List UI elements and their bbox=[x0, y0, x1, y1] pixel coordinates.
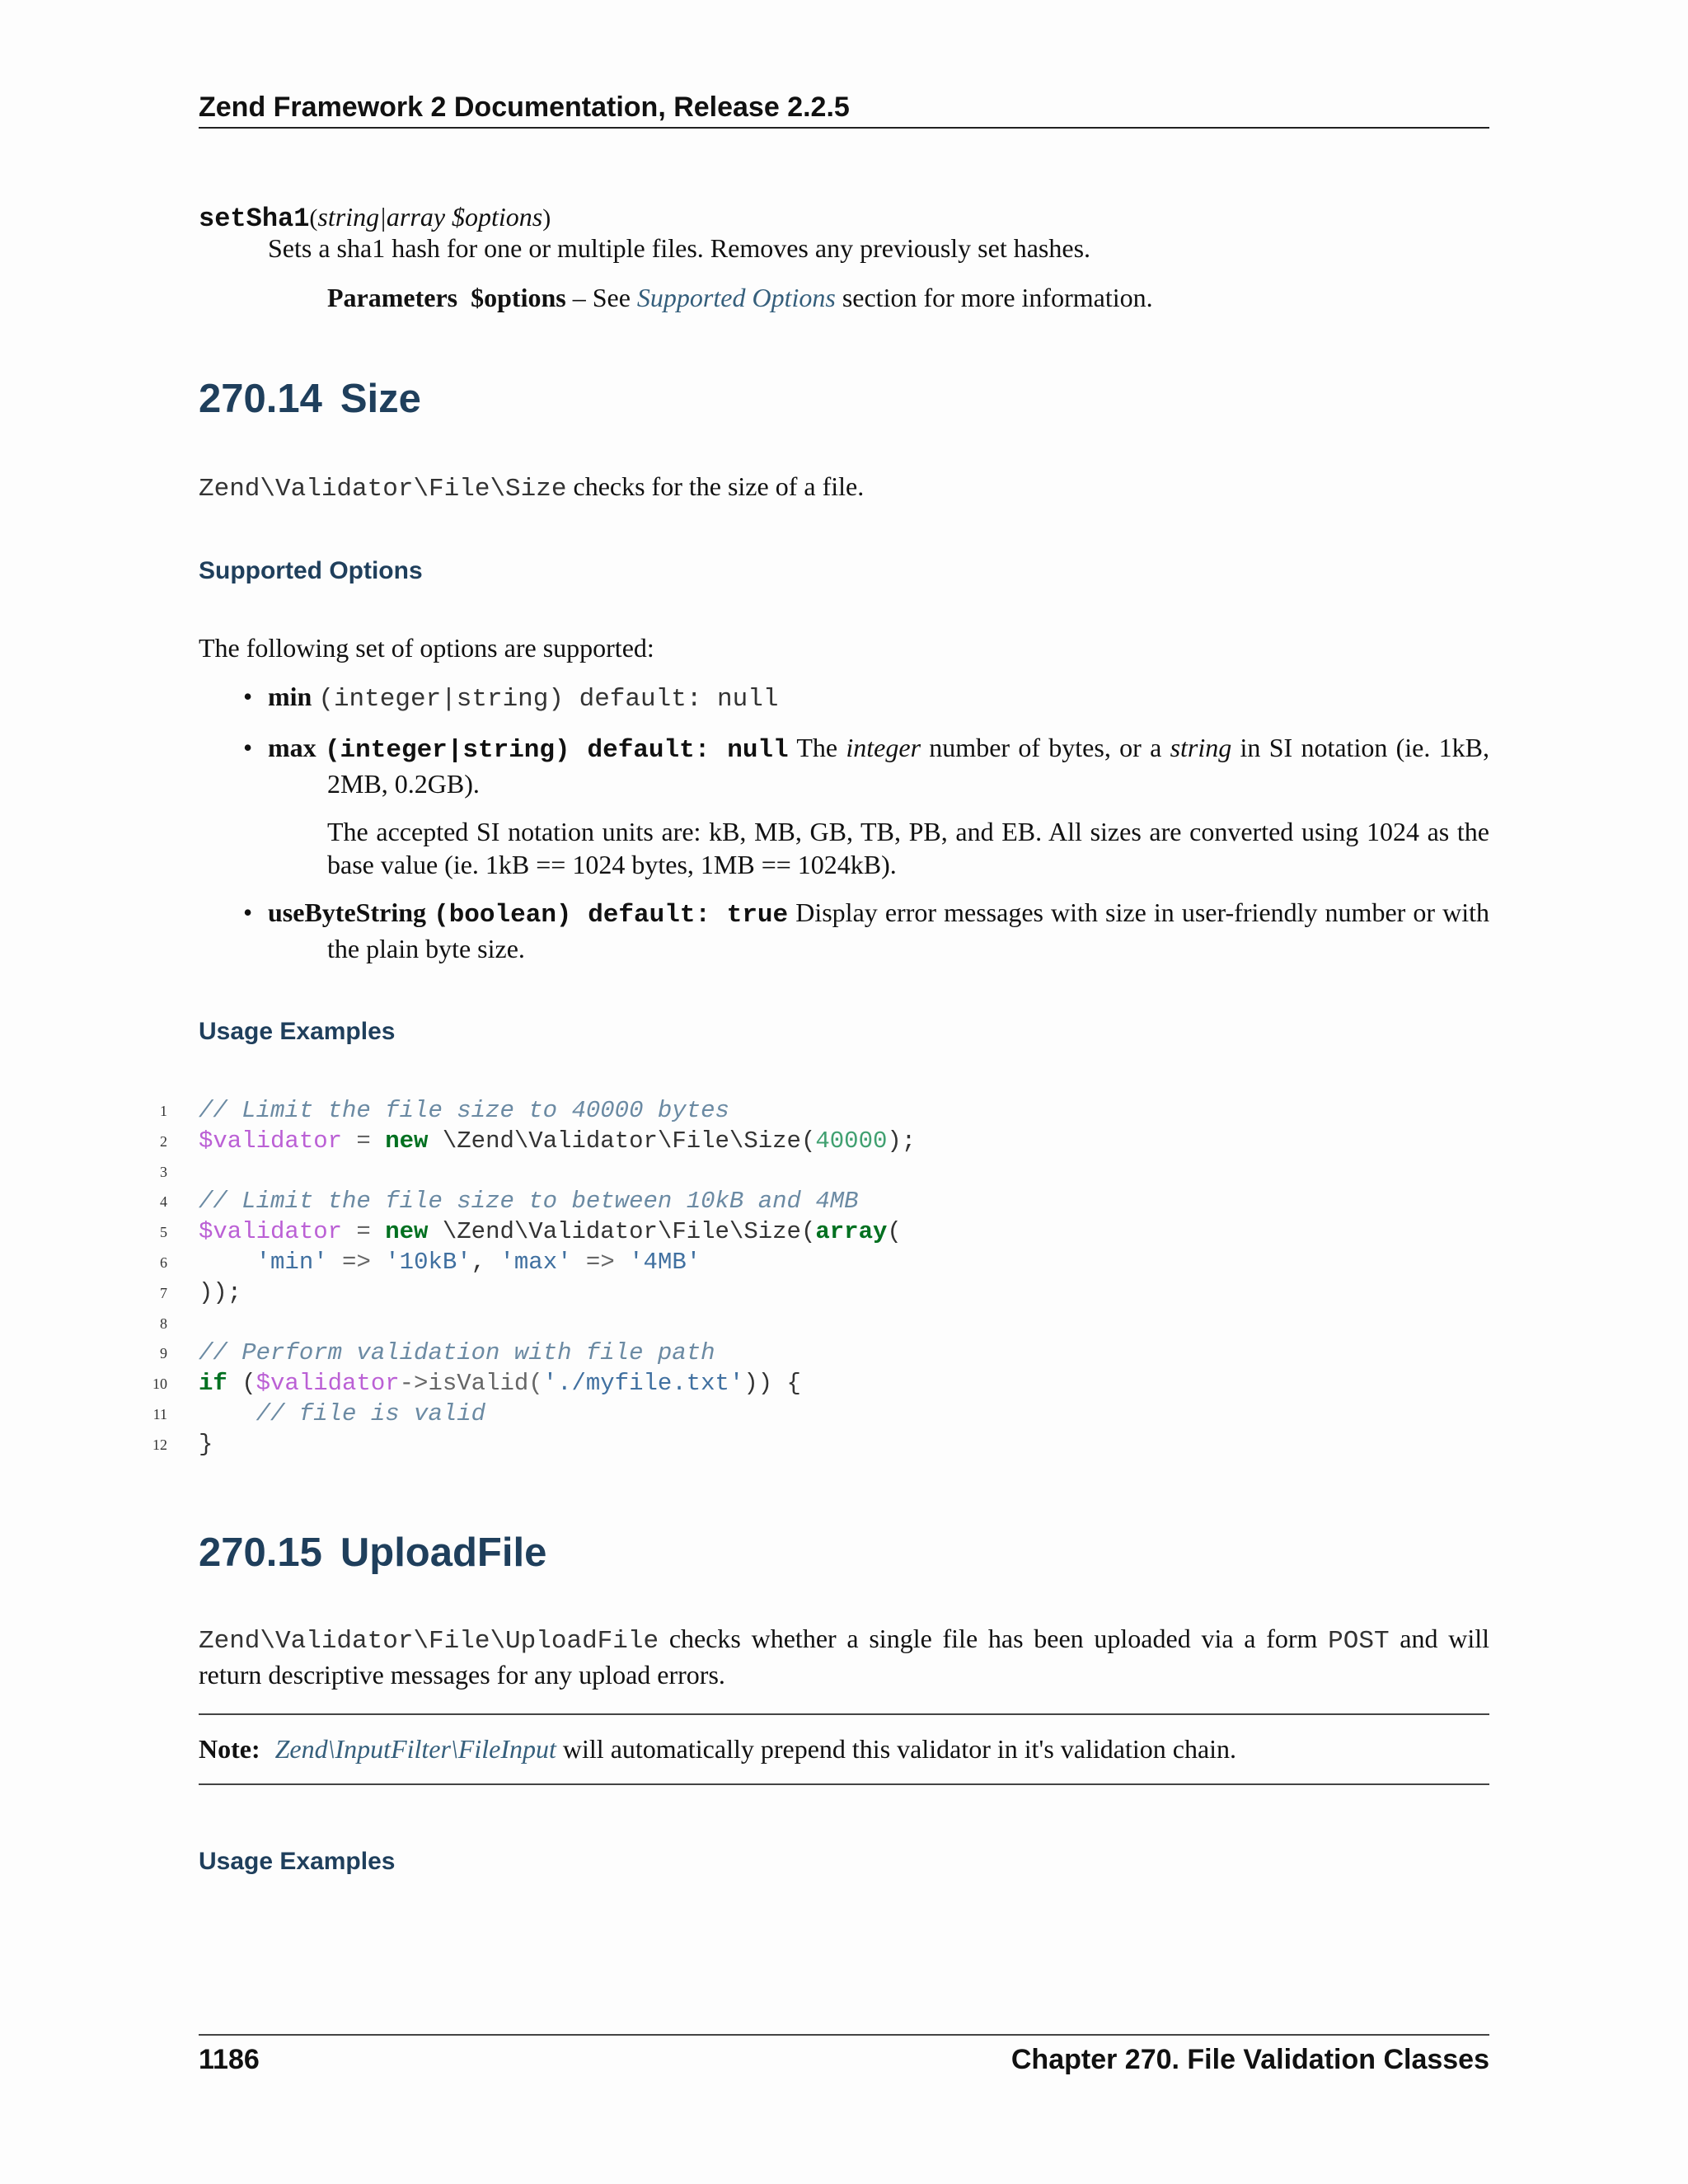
line-number: 3 bbox=[160, 1163, 167, 1180]
size-intro bbox=[199, 470, 1489, 506]
options-list bbox=[199, 680, 1489, 980]
code-comment: // Perform validation with file path bbox=[199, 1339, 715, 1367]
option-type: (integer|string) default: null bbox=[318, 685, 779, 714]
code-variable: $validator bbox=[199, 1218, 343, 1246]
section-number: 270.14 bbox=[199, 377, 322, 421]
code-class: \Zend\Validator\File\Size( bbox=[428, 1127, 816, 1155]
bullet: • bbox=[243, 733, 253, 762]
code-keyword: array bbox=[815, 1218, 888, 1246]
method-description: Sets a sha1 hash for one or multiple files. Removes any previously set hashes. bbox=[268, 233, 1091, 263]
code-comment: // Limit the file size to between 10kB and 4MB bbox=[199, 1188, 859, 1216]
code-line bbox=[141, 1399, 1489, 1430]
code-line bbox=[141, 1430, 1489, 1460]
usage-examples-heading: Usage Examples bbox=[199, 1848, 396, 1875]
size-intro-text: checks for the size of a file. bbox=[566, 471, 865, 501]
code-keyword: new bbox=[385, 1127, 429, 1155]
uploadfile-intro-end: and will return descriptive messages for any upload errors. bbox=[199, 1624, 1490, 1690]
line-number: 9 bbox=[160, 1345, 167, 1362]
option-name: max bbox=[268, 733, 316, 762]
line-number: 8 bbox=[160, 1315, 167, 1332]
code-punct: )) { bbox=[743, 1370, 801, 1398]
option-extra: The accepted SI notation units are: kB, MB, GB, TB, PB, and EB. All sizes are converted using 1024 as the base value (ie. 1kB == 1024 bytes, 1MB == 1024kB). bbox=[327, 817, 1489, 879]
line-number: 11 bbox=[152, 1405, 167, 1422]
code-block bbox=[141, 1096, 1489, 1460]
code-number: 40000 bbox=[815, 1127, 888, 1155]
section-number: 270.15 bbox=[199, 1530, 322, 1575]
code-class: \Zend\Validator\File\Size( bbox=[428, 1218, 816, 1246]
code-string: '4MB' bbox=[629, 1248, 701, 1276]
code-line bbox=[141, 1217, 1489, 1248]
section-title: UploadFile bbox=[340, 1530, 547, 1575]
method-args: string|array $options bbox=[317, 202, 543, 232]
code-keyword: new bbox=[385, 1218, 429, 1246]
code-string: 'max' bbox=[499, 1248, 572, 1276]
section-heading-size bbox=[199, 376, 421, 422]
method-signature bbox=[199, 202, 551, 234]
line-number: 10 bbox=[152, 1376, 167, 1393]
fileinput-link[interactable]: Zend\InputFilter\FileInput bbox=[274, 1734, 556, 1764]
code-string: 'min' bbox=[256, 1248, 328, 1276]
line-number: 7 bbox=[160, 1284, 167, 1301]
line-number: 6 bbox=[160, 1254, 167, 1271]
chapter-title: Chapter 270. File Validation Classes bbox=[1010, 2044, 1489, 2075]
code-operator: => bbox=[327, 1248, 386, 1276]
option-text: The bbox=[788, 733, 846, 762]
option-text: in SI notation (ie. 1kB, 2MB, 0.2GB). bbox=[327, 733, 1490, 799]
page-number: 1186 bbox=[199, 2044, 260, 2075]
line-number: 12 bbox=[152, 1436, 167, 1453]
code-comment: // file is valid bbox=[256, 1399, 486, 1427]
section-heading-uploadfile bbox=[199, 1530, 546, 1576]
code-punct: ); bbox=[887, 1127, 917, 1155]
uploadfile-class-name: Zend\Validator\File\UploadFile bbox=[199, 1627, 659, 1656]
code-keyword: if bbox=[199, 1370, 227, 1398]
line-number: 2 bbox=[160, 1132, 167, 1150]
note-box bbox=[199, 1713, 1489, 1785]
code-punct: } bbox=[199, 1430, 213, 1458]
note-text: will automatically prepend this validator in it's validation chain. bbox=[556, 1734, 1237, 1764]
line-number: 4 bbox=[160, 1193, 167, 1211]
open-paren: ( bbox=[309, 204, 318, 232]
code-variable: $validator bbox=[199, 1127, 343, 1155]
page-footer bbox=[199, 2034, 1489, 2076]
code-operator: = bbox=[342, 1218, 386, 1246]
option-type: (integer|string) default: null bbox=[324, 736, 789, 765]
params-label: Parameters bbox=[327, 283, 458, 312]
code-punct: ( bbox=[887, 1218, 902, 1246]
code-comment: // Limit the file size to 40000 bytes bbox=[199, 1097, 729, 1124]
method-parameters bbox=[327, 283, 1153, 313]
supported-options-heading: Supported Options bbox=[199, 557, 423, 584]
option-type: (boolean) default: true bbox=[434, 901, 789, 930]
method-name: setSha1 bbox=[199, 204, 310, 234]
line-number: 5 bbox=[160, 1224, 167, 1241]
bullet: • bbox=[243, 682, 253, 711]
code-line bbox=[141, 1127, 1489, 1157]
line-number: 1 bbox=[160, 1103, 167, 1119]
code-line bbox=[141, 1248, 1489, 1278]
option-text: number of bytes, or a bbox=[921, 733, 1170, 762]
code-operator: = bbox=[342, 1127, 386, 1155]
code-punct: , bbox=[471, 1248, 500, 1276]
size-class-name: Zend\Validator\File\Size bbox=[199, 475, 567, 504]
post-code: POST bbox=[1328, 1627, 1390, 1656]
list-item bbox=[199, 680, 1489, 716]
param-rest: section for more information. bbox=[835, 283, 1153, 312]
code-line bbox=[141, 1369, 1489, 1399]
uploadfile-intro bbox=[199, 1622, 1489, 1691]
supported-options-intro: The following set of options are supported: bbox=[199, 633, 654, 663]
running-header: Zend Framework 2 Documentation, Release 2.2.5 bbox=[199, 91, 1489, 129]
supported-options-link[interactable]: Supported Options bbox=[636, 283, 836, 312]
list-item bbox=[199, 896, 1489, 965]
param-name: $options bbox=[471, 283, 566, 312]
code-variable: $validator bbox=[256, 1370, 400, 1398]
bullet: • bbox=[243, 898, 253, 927]
code-indent bbox=[199, 1400, 256, 1427]
code-line bbox=[141, 1157, 1489, 1188]
option-name: useByteString bbox=[268, 898, 426, 927]
code-indent bbox=[199, 1249, 256, 1276]
code-line bbox=[141, 1338, 1489, 1369]
code-operator: => bbox=[571, 1248, 630, 1276]
code-method: ->isValid( bbox=[399, 1370, 543, 1398]
code-punct: ( bbox=[227, 1370, 256, 1398]
code-line bbox=[141, 1278, 1489, 1309]
note-label: Note: bbox=[199, 1734, 260, 1764]
close-paren: ) bbox=[542, 204, 551, 232]
code-string: '10kB' bbox=[385, 1248, 471, 1276]
code-line bbox=[141, 1187, 1489, 1217]
option-emphasis: integer bbox=[846, 733, 921, 762]
code-line bbox=[141, 1309, 1489, 1339]
section-title: Size bbox=[340, 377, 421, 421]
code-line bbox=[141, 1096, 1489, 1127]
option-text: Display error messages with size in user-friendly number or with the plain byte size. bbox=[327, 898, 1490, 963]
list-item bbox=[199, 731, 1489, 881]
option-name: min bbox=[268, 682, 312, 711]
param-dash: – See bbox=[565, 283, 637, 312]
option-emphasis: string bbox=[1170, 733, 1232, 762]
code-string: './myfile.txt' bbox=[542, 1370, 744, 1398]
code-punct: )); bbox=[199, 1278, 242, 1306]
uploadfile-intro-text: checks whether a single file has been uploaded via a form bbox=[659, 1624, 1329, 1653]
usage-examples-heading: Usage Examples bbox=[199, 1018, 396, 1045]
